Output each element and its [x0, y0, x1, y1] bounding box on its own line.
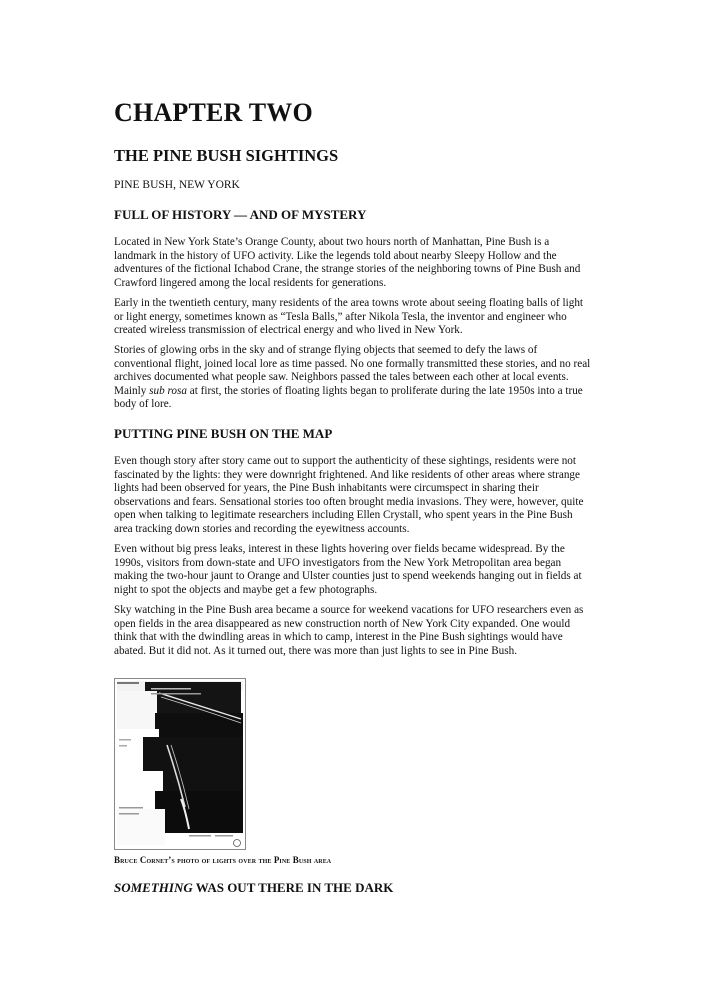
- heading-full-of-history: FULL OF HISTORY — AND OF MYSTERY: [114, 207, 367, 222]
- location-line: PINE BUSH, NEW YORK: [114, 179, 240, 191]
- heading-emphasis: SOMETHING: [114, 880, 193, 895]
- heading-remainder: WAS OUT THERE IN THE DARK: [192, 880, 394, 895]
- heading-putting-pine-bush: PUTTING PINE BUSH ON THE MAP: [114, 426, 333, 441]
- paragraph-3: [114, 344, 592, 412]
- photo-collage-graphic: [115, 679, 245, 849]
- paragraph-2: Early in the twentieth century, many residents of the area towns wrote about seeing floating balls of light or light energy, sometimes known as “Tesla Balls,” after Nikola Tesla, the inventor and engineer who created wireless transmission of electrical energy and who lived in New York.: [114, 297, 584, 337]
- paragraph-3-part-2: at first, the stories of floating lights began to proliferate during the late 1950s into a true body of lore.: [114, 384, 583, 411]
- ufo-lights-photo: [114, 678, 246, 850]
- paragraph-4: Even though story after story came out to support the authenticity of these sightings, residents were not fascinated by the lights: they were downright frightened. And like residents of other areas where strange lights had been observed for years, the Pine Bush inhabitants were circumspect in sharing their observations and fears. Sensational stories too often brought media invasions. They were, however, quite open when talking to legitimate researchers including Ellen Crystall, who spent years in the Pine Bush area tracking down stories and recording the eyewitness accounts.: [114, 455, 584, 535]
- paragraph-1: Located in New York State’s Orange County, about two hours north of Manhattan, Pine Bush is a landmark in the history of UFO activity. Like the legends told about nearby Sleepy Hollow and the adventures of the fictional Ichabod Crane, the strange stories of the neighboring towns of Pine Bush and Crawford lingered among the local residents for generations.: [114, 236, 581, 289]
- section-title: THE PINE BUSH SIGHTINGS: [114, 146, 339, 165]
- sub-rosa-text: sub rosa: [149, 384, 187, 397]
- paragraph-6: Sky watching in the Pine Bush area became a source for weekend vacations for UFO researchers even as open fields in the area disappeared as new construction north of New York City expanded. One would think that with the dwindling areas in which to camp, interest in the Pine Bush sightings would have abated. But it did not. As it turned out, there was more than just lights to see in Pine Bush.: [114, 604, 584, 657]
- paragraph-3-part-1: Stories of glowing orbs in the sky and of strange flying objects that seemed to defy the laws of conventional flight, joined local lore as time passed. No one formally transmitted these stories, and no real archives documented what people saw. Neighbors passed the tales between each other at local events. Mainly: [114, 344, 591, 397]
- chapter-title: CHAPTER TWO: [114, 98, 313, 127]
- paragraph-5: Even without big press leaks, interest in these lights hovering over fields became widespread. By the 1990s, visitors from down-state and UFO investigators from the New York Metropolitan area began making the two-hour jaunt to Orange and Ulster counties just to spend weekends hanging out in fields at night to spot the objects and maybe get a few photographs.: [114, 543, 582, 596]
- heading-something-out-there: [114, 880, 393, 896]
- photo-caption: Bruce Cornet’s photo of lights over the Pine Bush area: [114, 855, 332, 865]
